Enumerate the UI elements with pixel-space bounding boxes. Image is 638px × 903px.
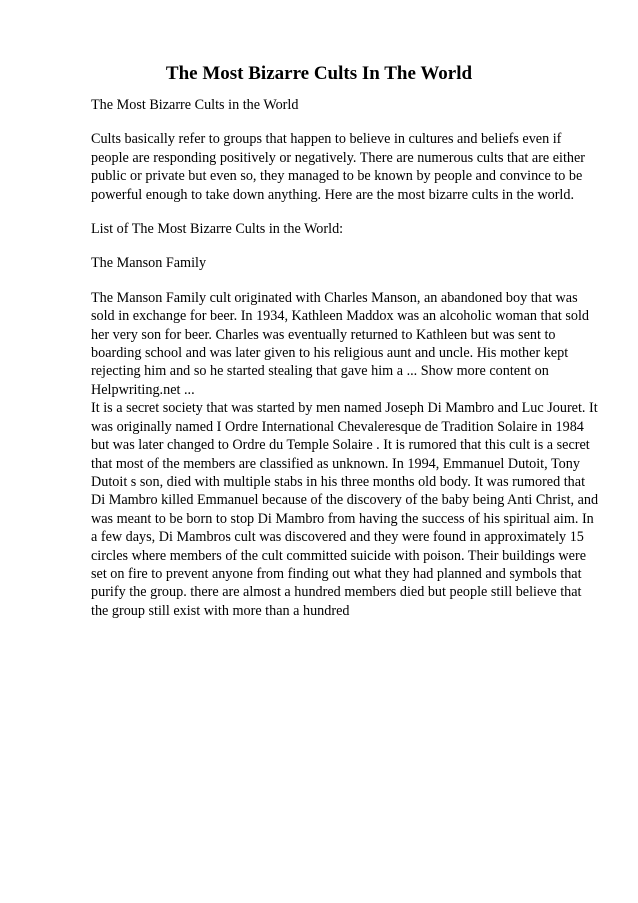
manson-paragraph: The Manson Family cult originated with Charles Manson, an abandoned boy that was sold in exchange for beer. In 1934, Kathleen Maddox was an alcoholic woman that sold her very son for beer. Charles was eventually returned to Kathleen but was sent to boarding school and was later given to his religious aunt and uncle. His mother kept rejecting him and so he started stealing that gave him a ... Show more content on Helpwriting.net ... (91, 289, 590, 398)
list-heading: List of The Most Bizarre Cults in the World: (91, 221, 344, 238)
document-body (91, 96, 601, 620)
subtitle: The Most Bizarre Cults in the World (91, 97, 299, 113)
document-title: The Most Bizarre Cults In The World (165, 63, 473, 84)
section-heading-manson: The Manson Family (91, 255, 207, 272)
solar-temple-paragraph: It is a secret society that was started by men named Joseph Di Mambro and Luc Jouret. It was originally named I Ordre International Chevaleresque de Tradition Solaire in 1984 but was later changed to Ordre du Temple Solaire . It is rumored that this cult is a secret that most of the members are classified as unknown. In 1994, Emmanuel Dutoit, Tony Dutoit s son, died with multiple stabs in his three months old body. It was rumored that Di Mambro killed Emmanuel because of the discovery of the baby being Anti Christ, and was meant to be born to stop Di Mambro from having the success of his spiritual aim. In a few days, Di Mambros cult was discovered and they were found in approximately 15 circles where members of the cult committed suicide with poison. Their buildings were set on fire to prevent anyone from finding out what they had planned and symbols that purify the group. there are almost a hundred members died but people still believe that the group still exist with more than a hundred (91, 400, 599, 619)
intro-paragraph: Cults basically refer to groups that happen to believe in cultures and beliefs even if people are responding positively or negatively. There are numerous cults that are either public or private but even so, they managed to be known by people and convince to be powerful enough to take down anything. Here are the most bizarre cults in the world. (91, 131, 586, 203)
